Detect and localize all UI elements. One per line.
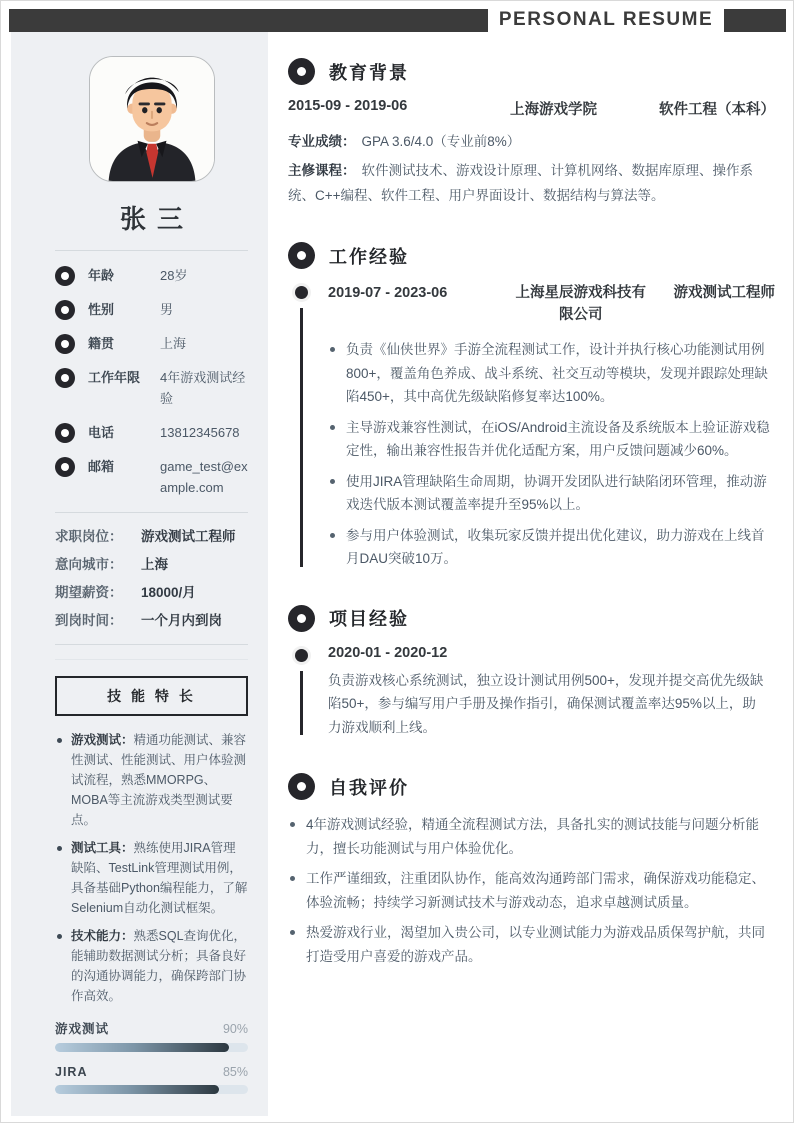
intent-row-position [55,527,248,546]
timeline-dot-icon [295,286,308,299]
education-gpa-line [288,129,775,154]
education-major: 软件工程（本科） [659,102,775,118]
progress-fill [55,1043,229,1052]
gpa-value: GPA 3.6/4.0（专业前8%） [361,134,521,149]
info-value: 男 [160,302,174,317]
bullet-icon [55,334,75,354]
info-value: 13812345678 [160,425,240,440]
info-label: 邮箱 [88,459,115,474]
work-bullet: 负责《仙侠世界》手游全流程测试工作，设计并执行核心功能测试用例800+，覆盖角色养成、战斗系统、社交互动等模块，发现并跟踪处理缺陷450+，其中高优先级缺陷修复率达100%。 [328,338,775,409]
page-title: PERSONAL RESUME [498,8,714,30]
info-value: 上海 [160,336,187,351]
education-school: 上海游戏学院 [510,102,597,118]
skill-text: 精通功能测试、兼容性测试、性能测试、用户体验测试流程，熟悉MMORPG、MOBA等主流游戏类型测试要点。 [71,733,247,827]
skills-section-title: 技 能 特 长 [55,676,248,716]
work-bullet: 使用JIRA管理缺陷生命周期，协调开发团队进行缺陷闭环管理，推动游戏迭代版本测试覆盖率提升至95%以上。 [328,470,775,517]
bullet-icon [55,266,75,286]
intent-value: 18000/月 [141,585,196,600]
skill-text: 熟悉SQL查询优化，能辅助数据测试分析；具备良好的沟通协调能力，确保跨部门协作高效。 [71,929,247,1003]
intent-row-city [55,555,248,574]
info-row-email [55,456,248,498]
evaluation-bullet-list [288,813,775,968]
skill-bar-game-testing [55,1019,248,1052]
skill-label: 技术能力： [71,929,134,943]
bullet-icon [55,457,75,477]
work-company: 上海星辰游戏科技有限公司 [515,285,646,323]
intent-row-availability [55,611,248,630]
work-bullet-list [328,338,775,571]
section-project-experience [288,605,775,740]
section-bullet-icon [288,773,315,800]
intent-value: 游戏测试工程师 [141,529,236,544]
evaluation-bullet: 热爱游戏行业，渴望加入贵公司，以专业测试能力为游戏品质保驾护航，共同打造受用户喜爱的游戏产品。 [288,921,775,968]
skill-label: 游戏测试： [71,733,134,747]
skill-bar-jira [55,1065,248,1094]
info-row-phone [55,422,248,443]
section-bullet-icon [288,58,315,85]
section-work-experience [288,242,775,571]
project-period: 2020-01 - 2020-12 [328,644,448,661]
section-bullet-icon [288,605,315,632]
skill-item [55,730,248,830]
timeline-line [300,308,303,567]
intent-value: 上海 [141,557,168,572]
progress-fill [55,1085,219,1094]
info-label: 性别 [88,302,115,317]
divider [55,644,248,645]
section-self-evaluation [288,773,775,968]
section-education [288,58,775,208]
info-label: 工作年限 [88,370,141,385]
work-timeline-entry [288,282,775,571]
intent-label: 到岗时间： [55,613,123,628]
info-label: 籍贯 [88,336,115,351]
skill-bar-label: 游戏测试 [55,1022,110,1036]
intent-label: 意向城市： [55,557,123,572]
timeline-dot-icon [295,649,308,662]
bullet-icon [55,368,75,388]
education-entry-header [288,98,775,119]
personal-info-list [55,265,248,498]
divider [55,250,248,251]
gpa-label: 专业成绩： [288,134,356,149]
skills-list [55,730,248,1006]
info-value: 28岁 [160,268,188,283]
skill-bar-label: JIRA [55,1065,88,1079]
info-value: game_test@example.com [160,459,248,495]
page-content [11,32,785,1116]
intent-label: 期望薪资： [55,585,123,600]
sidebar [11,32,268,1116]
section-title: 教育背景 [329,62,409,83]
info-row-experience [55,367,248,409]
timeline-line [300,671,303,736]
skill-bar-percent: 90% [222,1022,248,1036]
project-timeline-entry [288,645,775,740]
job-intent-list [55,527,248,630]
work-bullet: 参与用户体验测试，收集玩家反馈并提出优化建议，助力游戏在上线首月DAU突破10万。 [328,524,775,571]
progress-track [55,1043,248,1052]
project-description: 负责游戏核心系统测试，独立设计测试用例500+，发现并提交高优先级缺陷50+，参与编写用户手册及操作指引，确保测试覆盖率达95%以上，助力游戏顺利上线。 [328,672,764,735]
avatar [89,56,215,182]
avatar-illustration [90,57,214,181]
skill-item [55,838,248,918]
candidate-name: 张三 [119,204,194,234]
courses-value: 软件测试技术、游戏设计原理、计算机网络、数据库原理、操作系统、C++编程、软件工程、用户界面设计、数据结构与算法等。 [288,163,753,203]
section-bullet-icon [288,242,315,269]
section-title: 自我评价 [329,777,409,798]
evaluation-bullet: 工作严谨细致，注重团队协作，能高效沟通跨部门需求，确保游戏功能稳定、体验流畅；持续学习新测试技术与游戏动态，追求卓越测试质量。 [288,867,775,914]
info-label: 年龄 [88,268,115,283]
evaluation-bullet: 4年游戏测试经验，精通全流程测试方法，具备扎实的测试技能与问题分析能力，擅长功能测试与用户体验优化。 [288,813,775,860]
work-period: 2019-07 - 2023-06 [328,285,448,301]
divider [55,659,248,660]
skill-item [55,926,248,1006]
intent-label: 求职岗位： [55,529,123,544]
work-bullet: 主导游戏兼容性测试，在iOS/Android主流设备及系统版本上验证游戏稳定性，输出兼容性报告并优化适配方案，用户反馈问题减少60%。 [328,416,775,463]
intent-value: 一个月内到岗 [141,613,222,628]
courses-label: 主修课程： [288,163,356,178]
section-title: 工作经验 [329,246,409,267]
intent-row-salary [55,583,248,602]
education-courses-line [288,158,775,208]
section-title: 项目经验 [329,609,409,629]
divider [55,512,248,513]
bullet-icon [55,423,75,443]
skill-bar-percent: 85% [222,1065,248,1079]
main-column [268,32,785,1116]
info-value: 4年游戏测试经验 [160,370,246,406]
info-label: 电话 [88,425,115,440]
progress-track [55,1085,248,1094]
info-row-gender [55,299,248,320]
skill-label: 测试工具： [71,841,134,855]
skill-text: 熟练使用JIRA管理缺陷、TestLink管理测试用例，具备基础Python编程能力，了解Selenium自动化测试框架。 [71,841,248,915]
info-row-age [55,265,248,286]
work-entry-header [328,282,775,326]
info-row-hometown [55,333,248,354]
education-period: 2015-09 - 2019-06 [288,98,408,114]
bullet-icon [55,300,75,320]
work-position: 游戏测试工程师 [673,285,775,301]
